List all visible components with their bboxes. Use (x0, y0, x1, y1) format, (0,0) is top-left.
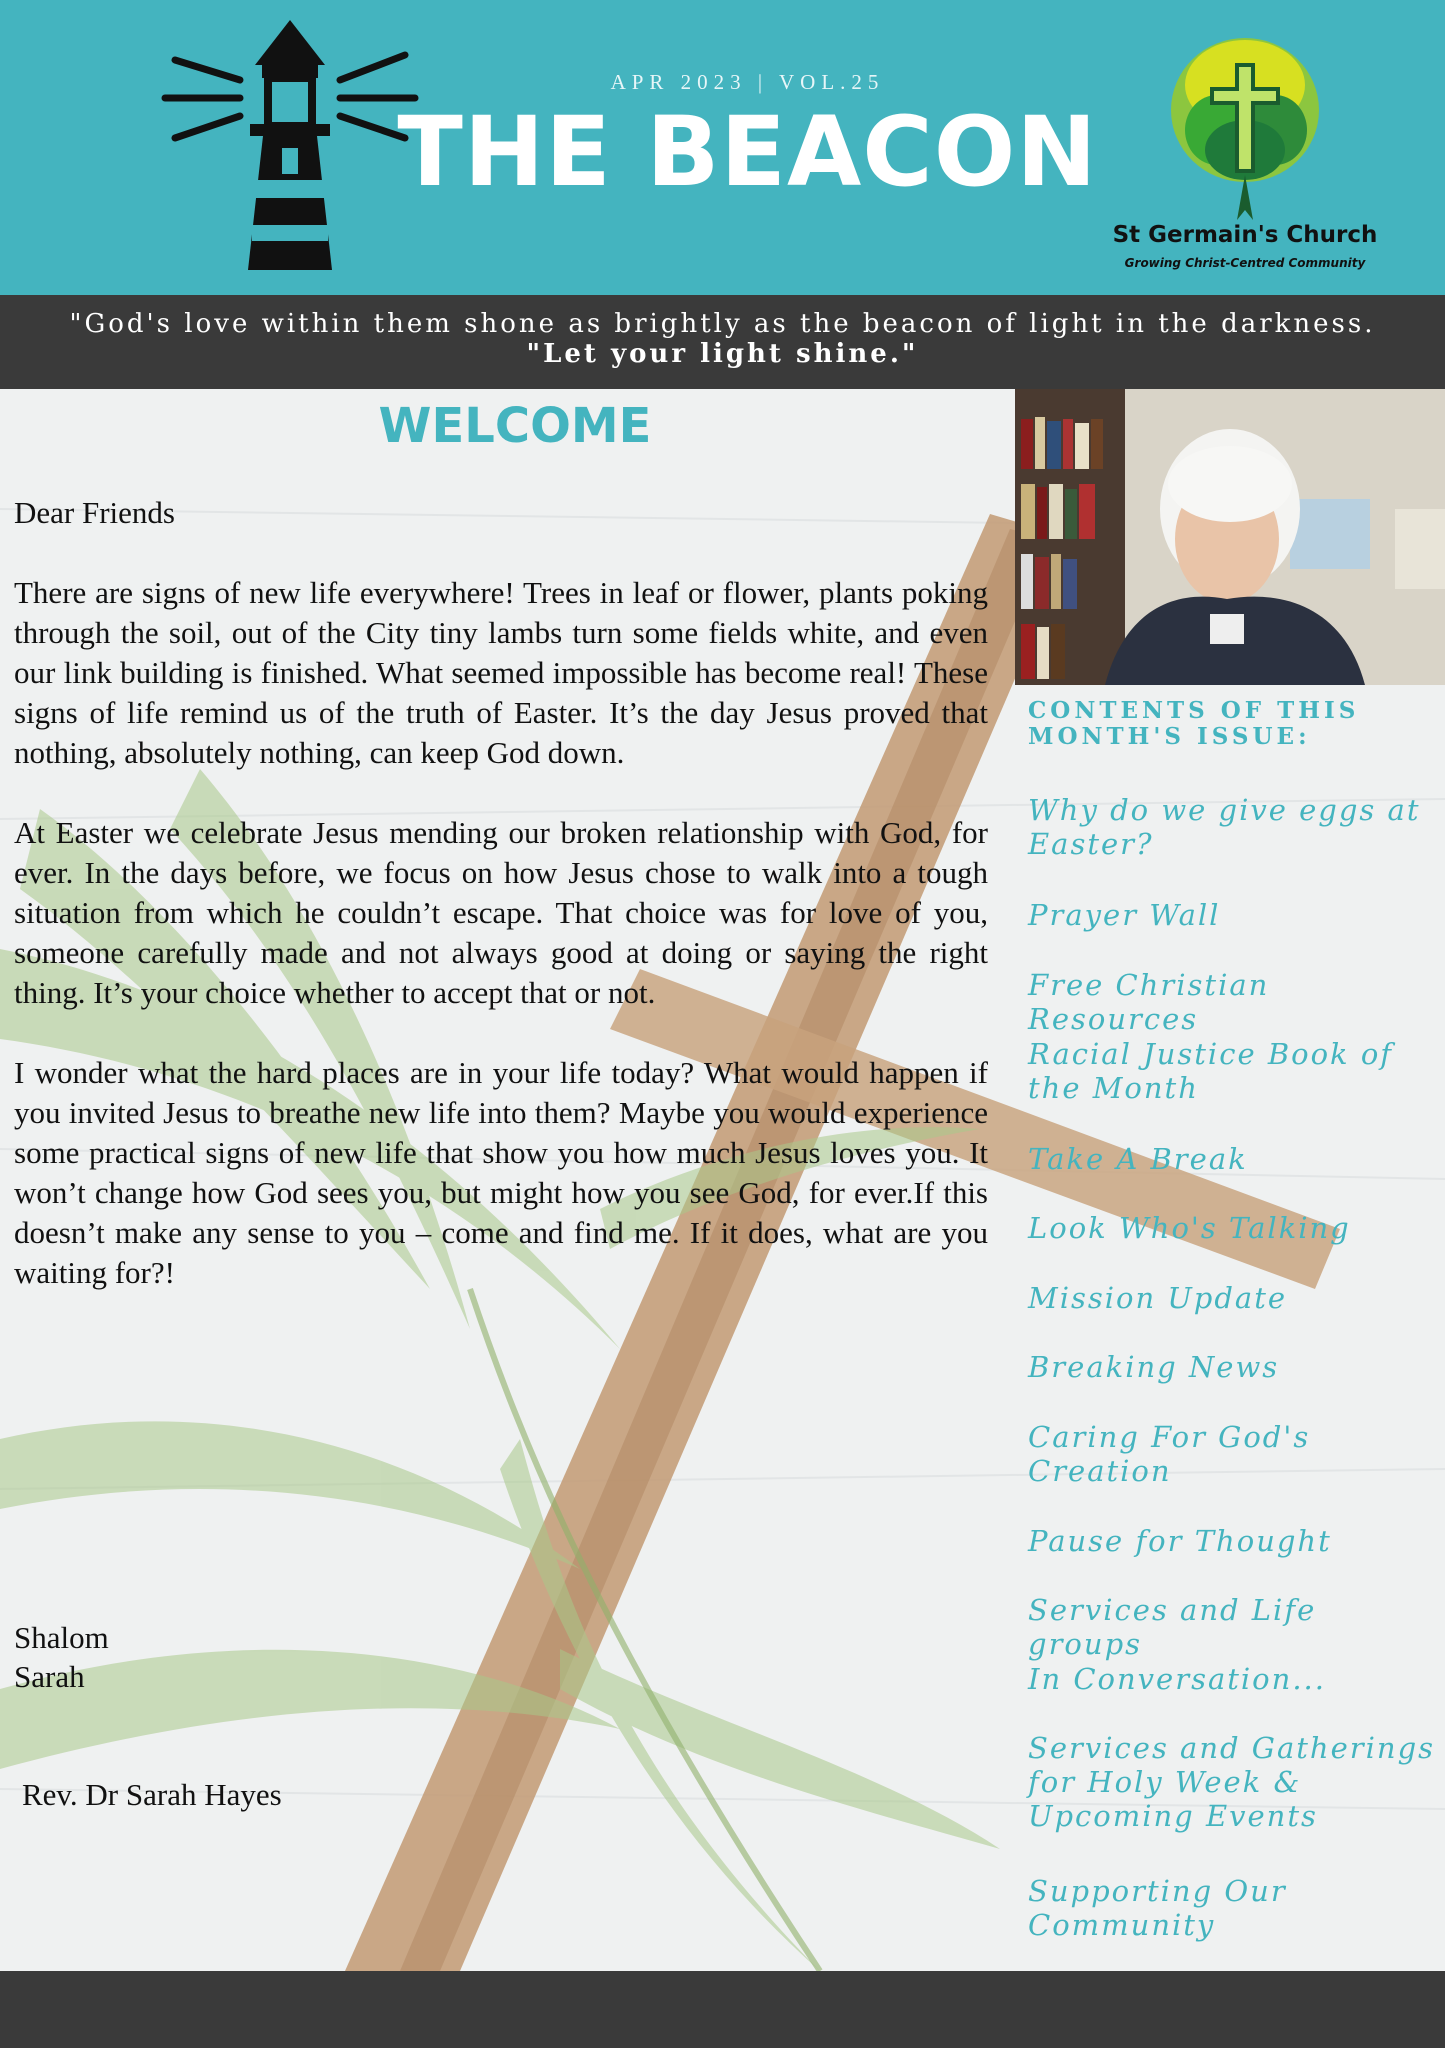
quote-emphasis: "Let your light shine." (526, 339, 919, 369)
signoff-name: Sarah (14, 1659, 85, 1694)
toc-item[interactable]: Breaking News (1028, 1350, 1280, 1384)
church-logo-icon (1165, 25, 1325, 225)
toc-item[interactable]: Take A Break (1028, 1142, 1248, 1176)
signoff-shalom: Shalom (14, 1620, 109, 1655)
quote-banner (0, 295, 1445, 389)
quote-text: "God's love within them shone as brightly as the beacon of light in the darkness. (69, 309, 1376, 339)
letter-paragraph: At Easter we celebrate Jesus mending our broken relationship with God, for ever. In the days before, we focus on how Jesus chose to walk into a tough situation from which he couldn’t escape. That choice was for love of you, someone carefully made and not always good at doing or saying the right thing. It’s your choice whether to accept that or not. (14, 815, 988, 1010)
contents-heading: CONTENTS OF THIS MONTH'S ISSUE: (1028, 697, 1360, 750)
toc-item[interactable]: Racial Justice Book of the Month (1028, 1037, 1394, 1105)
letter-paragraph: I wonder what the hard places are in your life today? What would happen if you invited Jesus to breathe new life into them? Maybe you would experience some practical signs of new life that show you how much Jesus loves you. It won’t change how God sees you, but might how you see God, for ever.If this doesn’t make any sense to you – come and find me. If it does, what are you waiting for?! (14, 1055, 988, 1290)
author-signature: Rev. Dr Sarah Hayes (22, 1777, 282, 1812)
toc-item[interactable]: Services and Gatherings for Holy Week & Upcoming Events (1028, 1731, 1436, 1833)
letter-paragraph: There are signs of new life everywhere! Trees in leaf or flower, plants poking through the soil, out of the City tiny lambs turn some fields white, and even our link building is finished. What seemed impossible has become real! These signs of life remind us of the truth of Easter. It’s the day Jesus proved that nothing, absolutely nothing, can keep God down. (14, 575, 988, 770)
vicar-photo (1015, 389, 1445, 685)
church-tagline: Growing Christ-Centred Community (1124, 256, 1366, 270)
toc-item[interactable]: Mission Update (1028, 1281, 1288, 1315)
masthead-banner (0, 0, 1445, 295)
toc-item[interactable]: Pause for Thought (1028, 1524, 1332, 1558)
letter-greeting: Dear Friends (14, 495, 175, 530)
welcome-letter (14, 493, 988, 1333)
toc-item[interactable]: Free Christian Resources (1028, 968, 1270, 1036)
toc-item[interactable]: Supporting Our Community (1028, 1874, 1287, 1942)
issue-date: APR 2023 | VOL.25 (610, 70, 885, 94)
letter-signoff (14, 1618, 109, 1696)
footer-bar (0, 1971, 1445, 2048)
toc-item[interactable]: In Conversation... (1028, 1662, 1326, 1696)
toc-item[interactable]: Services and Life groups (1028, 1593, 1317, 1661)
toc-item[interactable]: Why do we give eggs at Easter? (1028, 793, 1421, 861)
newsletter-title: THE BEACON (397, 96, 1098, 208)
toc-item[interactable]: Look Who's Talking (1028, 1211, 1351, 1245)
toc-item[interactable]: Caring For God's Creation (1028, 1420, 1311, 1488)
church-name: St Germain's Church (1112, 222, 1378, 248)
toc-item[interactable]: Prayer Wall (1028, 898, 1221, 932)
welcome-heading: WELCOME (378, 398, 652, 454)
